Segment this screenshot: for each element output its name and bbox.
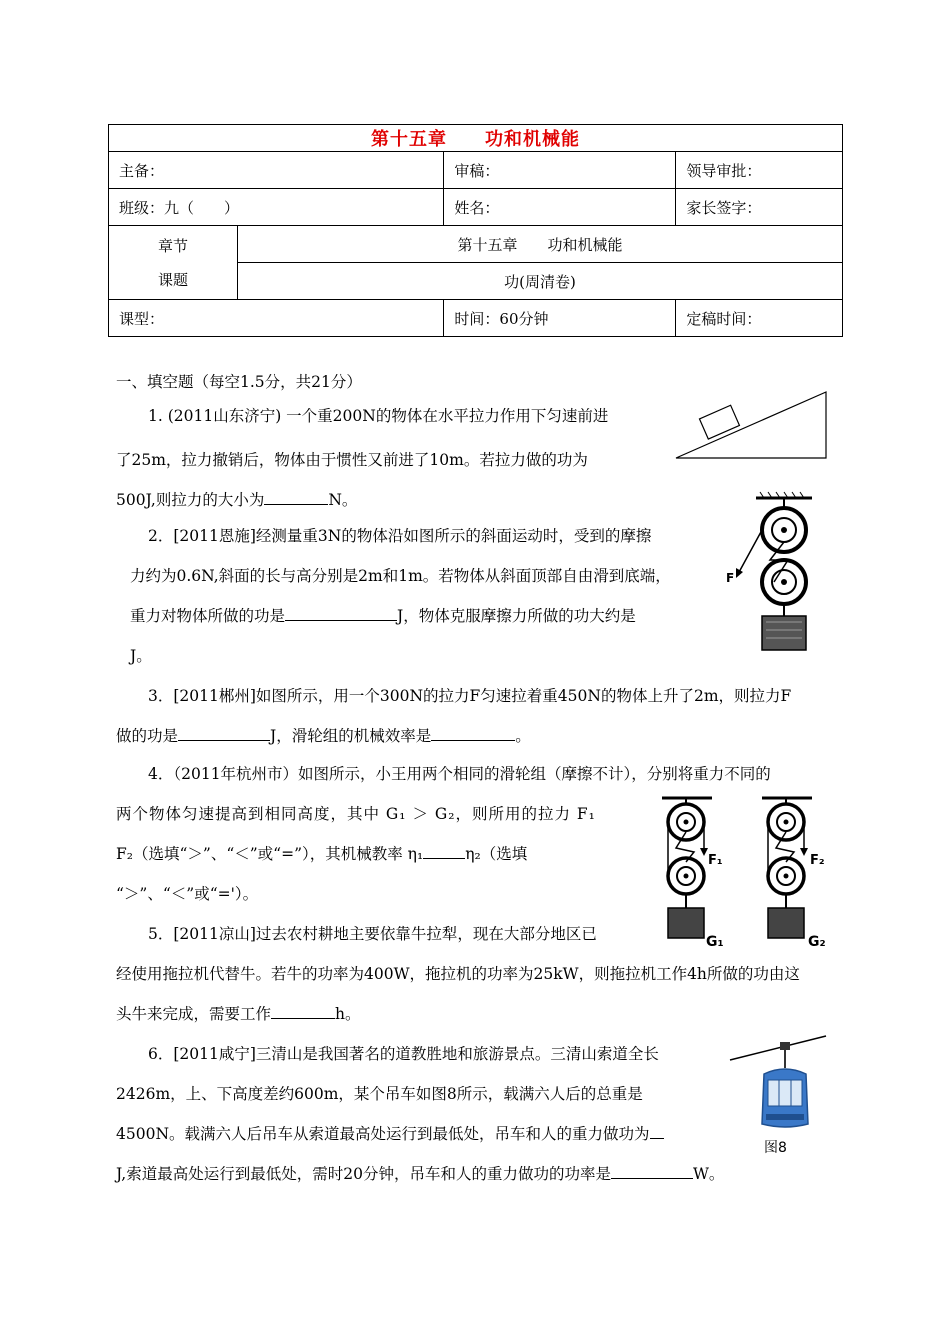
- label-g2: G₂: [808, 934, 826, 950]
- approval-cell: 领导审批：: [676, 152, 843, 189]
- q6-line1: 6．[2011咸宁]三清山是我国著名的道教胜地和旅游景点。三清山索道全长: [148, 1045, 659, 1063]
- fig8-caption: 图8: [764, 1140, 787, 1156]
- topic-label: 课题: [157, 270, 188, 289]
- q5-line3: 头牛来完成，需要工作 h。: [116, 1005, 361, 1023]
- label-f2: F₂: [810, 853, 825, 868]
- q6-line4: J,索道最高处运行到最低处，需时20分钟，吊车和人的重力做功的功率是 W。: [116, 1165, 725, 1183]
- cable-car-figure: [728, 1034, 828, 1130]
- chapter-value: 第十五章 功和机械能: [238, 226, 843, 263]
- header-table: [108, 124, 843, 337]
- section-heading: 一、填空题（每空1.5分，共21分）: [116, 373, 362, 391]
- q3-line1: 3．[2011郴州]如图所示，用一个300N的拉力F匀速拉着重450N的物体上升了2m，则拉力F: [148, 687, 792, 705]
- q1-line3: 500J,则拉力的大小为 N。: [116, 491, 358, 509]
- name-cell: 姓名：: [444, 189, 676, 226]
- q4-line2: 两个物体匀速提高到相同高度，其中 G₁ ＞ G₂，则所用的拉力 F₁: [116, 805, 596, 823]
- q4-line4: “＞”、“＜”或“='）。: [116, 885, 259, 903]
- q5-line1: 5．[2011凉山]过去农村耕地主要依靠牛拉犁，现在大部分地区已: [148, 925, 597, 943]
- parent-sign-cell: 家长签字：: [676, 189, 843, 226]
- q1-line1: 1. (2011山东济宁) 一个重200N的物体在水平拉力作用下匀速前进: [148, 407, 609, 425]
- q6-blank-1[interactable]: [650, 1124, 664, 1139]
- reviewer-cell: 审稿：: [444, 152, 676, 189]
- q4-blank[interactable]: [423, 844, 465, 859]
- lesson-type-cell: 课型：: [109, 300, 444, 337]
- q6-line3: 4500N。载满六人后吊车从索道最高处运行到最低处，吊车和人的重力做功为: [116, 1124, 664, 1144]
- topic-value: 功(周清卷): [238, 263, 843, 300]
- page-title: 第十五章 功和机械能: [109, 125, 843, 152]
- q3-blank-2[interactable]: [431, 726, 515, 741]
- q4-line1: 4．（2011年杭州市）如图所示，小王用两个相同的滑轮组（摩擦不计），分别将重力不同的: [148, 765, 771, 783]
- final-time-cell: 定稿时间：: [676, 300, 843, 337]
- q6-line2: 2426m，上、下高度差约600m，某个吊车如图8所示，载满六人后的总重是: [116, 1085, 643, 1103]
- pulley-figure-double: [656, 792, 842, 952]
- q6-blank-2[interactable]: [611, 1164, 693, 1179]
- chapter-topic-label-cell: [109, 226, 238, 300]
- q4-line3: F₂（选填“＞”、“＜”或“=”），其机械教率 η₁ η₂（选填: [116, 845, 528, 863]
- label-g1: G₁: [706, 934, 724, 950]
- time-cell: 时间：60分钟: [444, 300, 676, 337]
- q2-line1: 2．[2011恩施]经测量重3N的物体沿如图所示的斜面运动时，受到的摩擦: [148, 527, 652, 545]
- q5-blank[interactable]: [271, 1004, 335, 1019]
- q1-line2: 了25m，拉力撤销后，物体由于惯性又前进了10m。若拉力做的功为: [116, 451, 588, 469]
- q3-line2: 做的功是 J，滑轮组的机械效率是 。: [116, 727, 531, 745]
- q2-line3: 重力对物体所做的功是 J，物体克服摩擦力所做的功大约是: [130, 607, 636, 625]
- class-cell: 班级：九（ ）: [109, 189, 444, 226]
- pulley-label-f: F: [726, 571, 735, 585]
- pulley-system-1: [662, 798, 724, 950]
- q3-blank-1[interactable]: [178, 726, 270, 741]
- incline-figure: [672, 388, 832, 464]
- pulley-system-2: [762, 798, 826, 950]
- label-f1: F₁: [708, 853, 723, 868]
- author-cell: 主备：: [109, 152, 444, 189]
- chapter-label: 章节: [157, 236, 188, 255]
- pulley-figure-single: [726, 490, 818, 655]
- q1-blank[interactable]: [264, 490, 328, 505]
- q2-blank-1[interactable]: [285, 606, 397, 621]
- q5-line2: 经使用拖拉机代替牛。若牛的功率为400W，拖拉机的功率为25kW，则拖拉机工作4h所做的功由这: [116, 965, 800, 983]
- q2-line2: 力约为0.6N,斜面的长与高分别是2m和1m。若物体从斜面顶部自由滑到底端，: [130, 567, 671, 585]
- q2-line4: J。: [130, 647, 152, 665]
